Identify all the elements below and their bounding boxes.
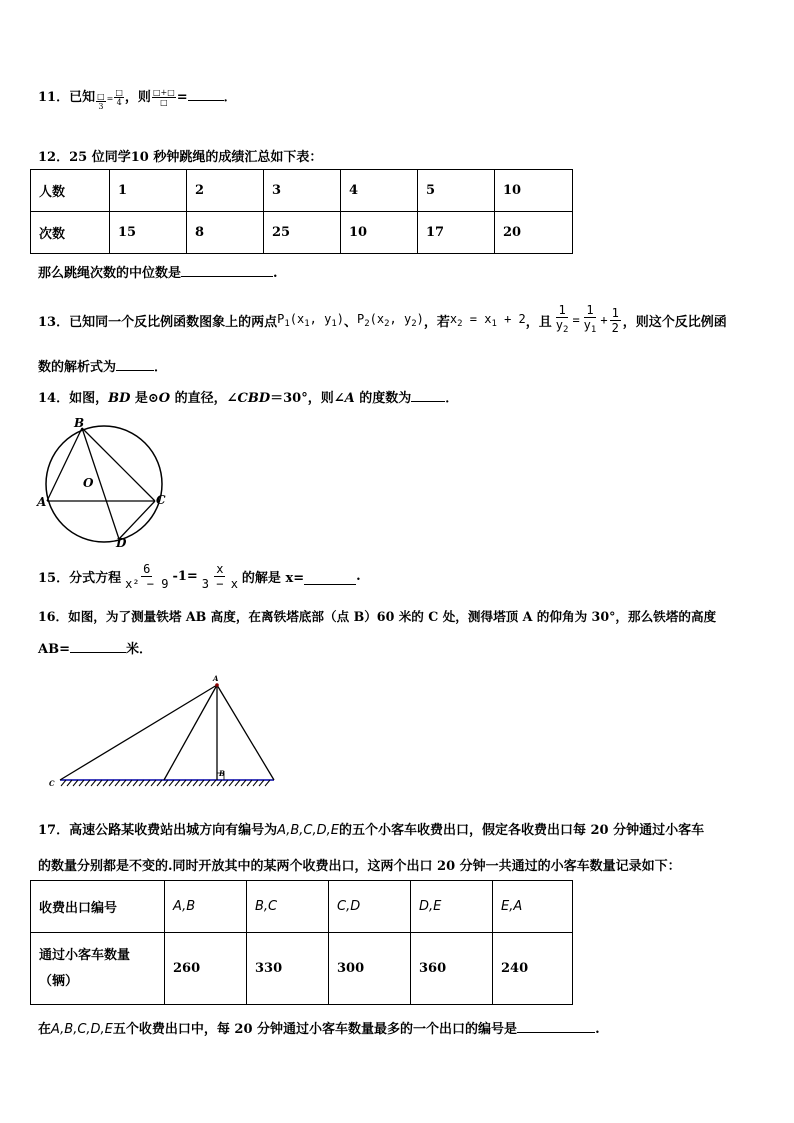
q13-fraction-3: $\frac{1}{2}$ bbox=[611, 305, 619, 335]
q11-fraction-expr: $\frac{□+□}{□}$ bbox=[152, 88, 175, 107]
segment-ca bbox=[60, 685, 217, 780]
q11-fraction-a: $\frac{□}{3}$ bbox=[97, 92, 105, 111]
hatch-mark bbox=[199, 780, 204, 786]
hatch-mark bbox=[229, 780, 234, 786]
q16-line1: 16．如图，为了测量铁塔 AB 高度，在离铁塔底部（点 B）60 米的 C 处，测得塔顶 A 的仰角为 30°，那么铁塔的高度 bbox=[38, 609, 717, 624]
hatch-mark bbox=[91, 780, 96, 786]
q15-fraction-2: $\frac{x}{3 - x}$ bbox=[201, 561, 238, 591]
hatch-mark bbox=[121, 780, 126, 786]
q13-fraction-2: $\frac{1}{y_1}$ bbox=[583, 303, 597, 335]
q13-line1: 13．已知同一个反比例函数图象上的两点 $P_1(x_1$, $y_1$) 、 $P_2(x_2$, $y_2$) ，若 $x_2 = x_1 + 2$ ，且 $\frac{1}{y_2}$ = $\frac{1}{y_1}$ + $\frac{1}{2}$ ，则这个反比例函 bbox=[38, 303, 727, 335]
table-cell: 260 bbox=[165, 933, 247, 1005]
hatch-mark bbox=[223, 780, 228, 786]
label-c: C bbox=[49, 779, 55, 788]
hatch-mark bbox=[73, 780, 78, 786]
label-b: B bbox=[74, 416, 85, 430]
hatch-mark bbox=[85, 780, 90, 786]
table-cell: 通过小客车数量 （辆） bbox=[31, 933, 165, 1005]
segment-a-right bbox=[217, 685, 274, 780]
table-cell: 17 bbox=[418, 212, 495, 254]
label-b: B bbox=[219, 769, 225, 778]
hatch-mark bbox=[217, 780, 222, 786]
table-row bbox=[31, 881, 573, 933]
table-row bbox=[31, 212, 573, 254]
hatch-mark bbox=[67, 780, 72, 786]
hatch-mark bbox=[265, 780, 270, 786]
q12-question: 那么跳绳次数的中位数是 . bbox=[38, 266, 278, 281]
table-cell: 3 bbox=[264, 170, 341, 212]
table-cell: D,E bbox=[411, 881, 493, 933]
hatch-mark bbox=[169, 780, 174, 786]
q14-circle-figure bbox=[32, 412, 172, 552]
hatch-mark bbox=[157, 780, 162, 786]
q13-condition: $x_2 = x_1 + 2$ bbox=[449, 311, 526, 329]
hatch-mark bbox=[193, 780, 198, 786]
hatch-mark bbox=[133, 780, 138, 786]
hatch-mark bbox=[145, 780, 150, 786]
q11-number: 11．已知 bbox=[38, 90, 96, 105]
q13-point-p1: $P_1(x_1$, $y_1$) bbox=[277, 311, 344, 329]
q12-title: 12．25 位同学10 秒钟跳绳的成绩汇总如下表： bbox=[38, 150, 323, 165]
hatch-mark bbox=[247, 780, 252, 786]
hatch-mark bbox=[205, 780, 210, 786]
hatch-mark bbox=[103, 780, 108, 786]
label-d: D bbox=[116, 536, 127, 550]
hatch-mark bbox=[115, 780, 120, 786]
label-o: O bbox=[83, 476, 94, 490]
q16-tower-figure bbox=[44, 672, 284, 790]
hatch-mark bbox=[97, 780, 102, 786]
q11-fraction-b: $\frac{□}{4}$ bbox=[115, 88, 123, 107]
q12-answer-blank[interactable] bbox=[181, 264, 273, 277]
table-cell: C,D bbox=[329, 881, 411, 933]
q13-fraction-1: $\frac{1}{y_2}$ bbox=[555, 303, 569, 335]
table-cell: 240 bbox=[493, 933, 573, 1005]
label-c: C bbox=[156, 493, 166, 507]
q15-fraction-1: $\frac{6}{\text{x² − 9}}$ bbox=[125, 561, 169, 591]
hatch-mark bbox=[61, 780, 66, 786]
q17-line1: 17．高速公路某收费站出城方向有编号为A,B,C,D,E的五个小客车收费出口，假定各收费出口每 20 分钟通过小客车 bbox=[38, 823, 705, 838]
q11-answer-blank[interactable] bbox=[188, 88, 224, 101]
table-cell: 20 bbox=[495, 212, 573, 254]
q17-table bbox=[30, 880, 573, 1005]
table-cell: 300 bbox=[329, 933, 411, 1005]
q15-question: 15．分式方程 $\frac{6}{\text{x² − 9}}$ -1= $\frac{x}{3 - x}$ 的解是 x= . bbox=[38, 561, 361, 591]
table-cell: 2 bbox=[187, 170, 264, 212]
segment-ab bbox=[47, 428, 82, 501]
q14-answer-blank[interactable] bbox=[411, 389, 445, 402]
table-cell: 4 bbox=[341, 170, 418, 212]
table-cell: 15 bbox=[110, 212, 187, 254]
q13-line2: 数的解析式为 ． bbox=[38, 360, 168, 375]
table-cell: 360 bbox=[411, 933, 493, 1005]
table-cell: 人数 bbox=[31, 170, 110, 212]
hatch-mark bbox=[151, 780, 156, 786]
q13-point-p2: $P_2(x_2$, $y_2$) bbox=[356, 311, 424, 329]
table-cell: 次数 bbox=[31, 212, 110, 254]
q17-line2: 的数量分别都是不变的.同时开放其中的某两个收费出口，这两个出口 20 分钟一共通过的小客车数量记录如下： bbox=[38, 859, 681, 874]
hatch-mark bbox=[175, 780, 180, 786]
hatch-mark bbox=[253, 780, 258, 786]
ground-hatching bbox=[61, 780, 270, 786]
table-cell: 收费出口编号 bbox=[31, 881, 165, 933]
hatch-mark bbox=[139, 780, 144, 786]
circle-o bbox=[46, 426, 162, 542]
hatch-mark bbox=[241, 780, 246, 786]
table-cell: 5 bbox=[418, 170, 495, 212]
label-a: A bbox=[213, 674, 219, 683]
q16-line2: AB= 米． bbox=[38, 642, 152, 657]
table-cell: 10 bbox=[495, 170, 573, 212]
q12-table bbox=[30, 169, 573, 254]
table-cell: 1 bbox=[110, 170, 187, 212]
hatch-mark bbox=[235, 780, 240, 786]
segment-bc bbox=[82, 428, 155, 501]
hatch-mark bbox=[259, 780, 264, 786]
hatch-mark bbox=[127, 780, 132, 786]
table-cell: E,A bbox=[493, 881, 573, 933]
hatch-mark bbox=[211, 780, 216, 786]
label-a: A bbox=[37, 495, 47, 509]
table-cell: 8 bbox=[187, 212, 264, 254]
q17-answer-blank[interactable] bbox=[517, 1020, 595, 1033]
hatch-mark bbox=[187, 780, 192, 786]
hatch-mark bbox=[109, 780, 114, 786]
hatch-mark bbox=[181, 780, 186, 786]
table-cell: 25 bbox=[264, 212, 341, 254]
table-row bbox=[31, 933, 573, 1005]
table-row bbox=[31, 170, 573, 212]
q15-answer-blank[interactable] bbox=[304, 572, 356, 585]
q14-question: 14．如图，BD 是⊙O 的直径，∠CBD＝30°，则∠A 的度数为 ． bbox=[38, 391, 459, 406]
hatch-mark bbox=[163, 780, 168, 786]
q17-question: 在A,B,C,D,E五个收费出口中，每 20 分钟通过小客车数量最多的一个出口的编号是 . bbox=[38, 1022, 600, 1037]
q11: 11．已知 $\frac{□}{3}$ = $\frac{□}{4}$ ，则 $\frac{□+□}{□}$ = ． bbox=[38, 88, 237, 111]
table-cell: 10 bbox=[341, 212, 418, 254]
table-cell: 330 bbox=[247, 933, 329, 1005]
point-a bbox=[215, 683, 219, 687]
table-cell: B,C bbox=[247, 881, 329, 933]
segment-a-mid bbox=[164, 685, 217, 780]
hatch-mark bbox=[79, 780, 84, 786]
table-cell: A,B bbox=[165, 881, 247, 933]
q13-answer-blank[interactable] bbox=[116, 358, 154, 371]
q16-answer-blank[interactable] bbox=[70, 640, 126, 653]
